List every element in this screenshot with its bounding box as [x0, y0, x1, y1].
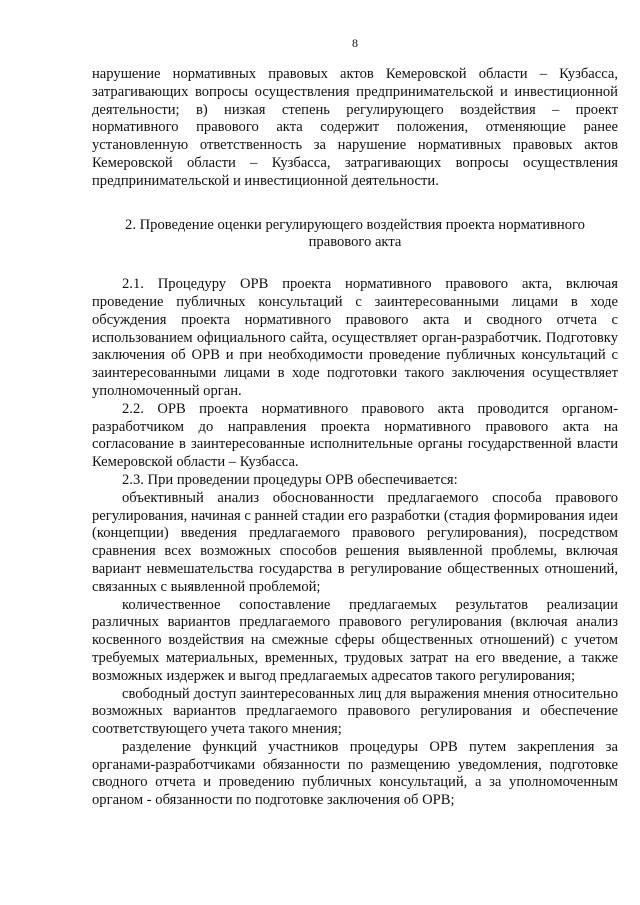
paragraph: 2.3. При проведении процедуры ОРВ обеспечивается: — [122, 471, 458, 488]
paragraph: 2.1. Процедуру ОРВ проекта нормативного правового акта, включая проведение публичных консультаций с заинтересованными лицами в ходе обсуждения проекта нормативного правового акта и сводного отчета с использованием официального сайта, осуществляет орган-разработчик. Подготовку заключения об ОРВ и при необходимости проведение публичных консультаций с заинтересованными лицами в ходе подготовки такого заключения осуществляет уполномоченный орган. — [92, 276, 618, 399]
body-after-heading — [92, 276, 618, 810]
paragraph: нарушение нормативных правовых актов Кемеровской области – Кузбасса, затрагивающих вопросы осуществления предпринимательской и инвестиционной деятельности; в) низкая степень регулирующего воздействия – проект нормативного правового акта содержит положения, отменяющие ранее установленную ответственность за нарушение нормативных правовых актов Кемеровской области – Кузбасса, затрагивающих вопросы осуществления предпринимательской и инвестиционной деятельности. — [92, 66, 618, 189]
page-number: 8 — [352, 36, 358, 50]
paragraph: разделение функций участников процедуры ОРВ путем закрепления за органами-разработчиками обязанности по размещению уведомления, подготовке сводного отчета и проведению публичных консультаций, а за уполномоченным органом - обязанности по подготовке заключения об ОРВ; — [92, 738, 618, 809]
paragraph: количественное сопоставление предлагаемых результатов реализации различных вариантов предлагаемого правового регулирования (включая анализ косвенного воздействия на смежные сферы общественных отношений) с учетом требуемых материальных, временных, трудовых затрат на его введение, а также возможных издержек и выгод предлагаемых адресатов такого регулирования; — [92, 596, 618, 684]
section-heading: 2. Проведение оценки регулирующего воздействия проекта нормативного правового акта — [125, 216, 585, 251]
paragraph: объективный анализ обоснованности предлагаемого способа правового регулирования, начиная с ранней стадии его разработки (стадия формирования идеи (концепции) введения предлагаемого правового регулирования), посредством сравнения всех возможных способов решения выявленной проблемы, включая вариант невмешательства государства в регулирование общественных отношений, связанных с выявленной проблемой; — [92, 489, 618, 595]
body-before-heading — [92, 66, 618, 191]
paragraph: свободный доступ заинтересованных лиц для выражения мнения относительно возможных вариантов предлагаемого правового регулирования и обеспечение соответствующего учета такого мнения; — [92, 685, 618, 738]
paragraph: 2.2. ОРВ проекта нормативного правового акта проводится органом-разработчиком до направления проекта нормативного правового акта на согласование в заинтересованные исполнительные органы государственной власти Кемеровской области – Кузбасса. — [92, 400, 618, 471]
